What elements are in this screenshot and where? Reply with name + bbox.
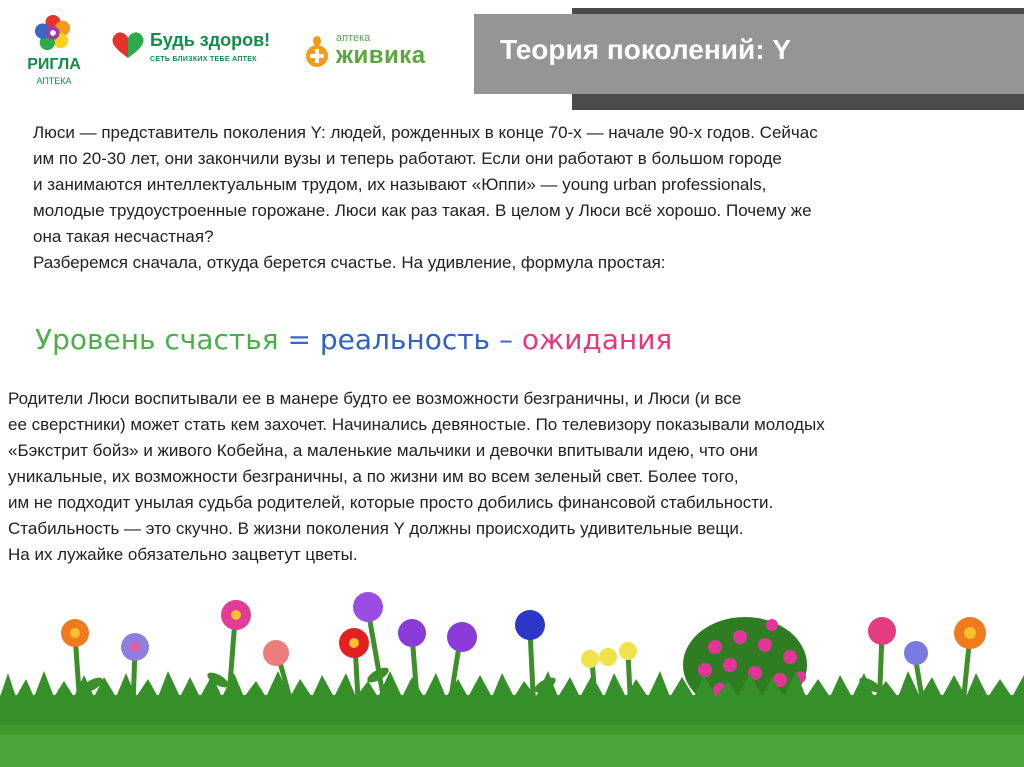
text-line: Разберемся сначала, откуда берется счастье. На удивление, формула простая:	[33, 253, 666, 272]
zhivika-subtitle: аптека	[336, 32, 371, 44]
text-line: Люси — представитель поколения Y: людей, рожденных в конце 70-х — начале 90-х годов. Сейчас	[33, 123, 818, 142]
rigla-flower-icon	[34, 14, 72, 52]
formula-minus: –	[498, 323, 513, 356]
bud-zdorov-logo	[110, 26, 290, 76]
happiness-formula	[35, 323, 672, 356]
text-line: На их лужайке обязательно зацветут цветы.	[8, 545, 358, 564]
flower-meadow-illustration	[0, 585, 1024, 767]
sponsor-logos	[0, 0, 470, 100]
formula-expectations: ожидания	[521, 323, 673, 356]
formula-reality: реальность	[319, 323, 491, 356]
body-paragraph	[8, 386, 1014, 568]
bud-zdorov-title: Будь здоров!	[150, 30, 271, 50]
zhivika-title: живика	[336, 42, 426, 69]
flower-heads	[61, 592, 986, 668]
text-line: она такая несчастная?	[33, 227, 214, 246]
text-line: ее сверстники) может стать кем захочет. Начинались девяностые. По телевизору показывали молодых	[8, 415, 825, 434]
formula-equals: =	[287, 323, 311, 356]
text-line: «Бэкстрит бойз» и живого Кобейна, а маленькие мальчики и девочки впитывали идею, что они	[8, 441, 758, 460]
text-line: им по 20-30 лет, они закончили вузы и теперь работают. Если они работают в большом городе	[33, 149, 782, 168]
text-line: молодые трудоустроенные горожане. Люси как раз такая. В целом у Люси всё хорошо. Почему же	[33, 201, 812, 220]
rigla-logo	[22, 14, 82, 94]
slide-title: Теория поколений: Y	[500, 34, 791, 65]
zhivika-cross-icon	[304, 36, 330, 68]
bud-zdorov-subtitle: СЕТЬ БЛИЗКИХ ТЕБЕ АПТЕК	[150, 56, 257, 63]
text-line: Родители Люси воспитывали ее в манере будто ее возможности безграничны, и Люси (и все	[8, 389, 742, 408]
intro-paragraph	[33, 120, 1003, 276]
rigla-subtitle: АПТЕКА	[36, 76, 72, 86]
rigla-name: РИГЛА	[27, 56, 81, 73]
formula-happiness: Уровень счастья	[35, 323, 279, 356]
text-line: им не подходит унылая судьба родителей, которые просто добились финансовой стабильности.	[8, 493, 774, 512]
zhivika-logo	[304, 30, 454, 80]
text-line: Стабильность — это скучно. В жизни поколения Y должны происходить удивительные вещи.	[8, 519, 744, 538]
heart-icon	[110, 30, 146, 60]
text-line: и занимаются интеллектуальным трудом, их называют «Юппи» — young urban professionals,	[33, 175, 767, 194]
text-line: уникальные, их возможности безграничны, а по жизни им во всем зеленый свет. Более того,	[8, 467, 739, 486]
